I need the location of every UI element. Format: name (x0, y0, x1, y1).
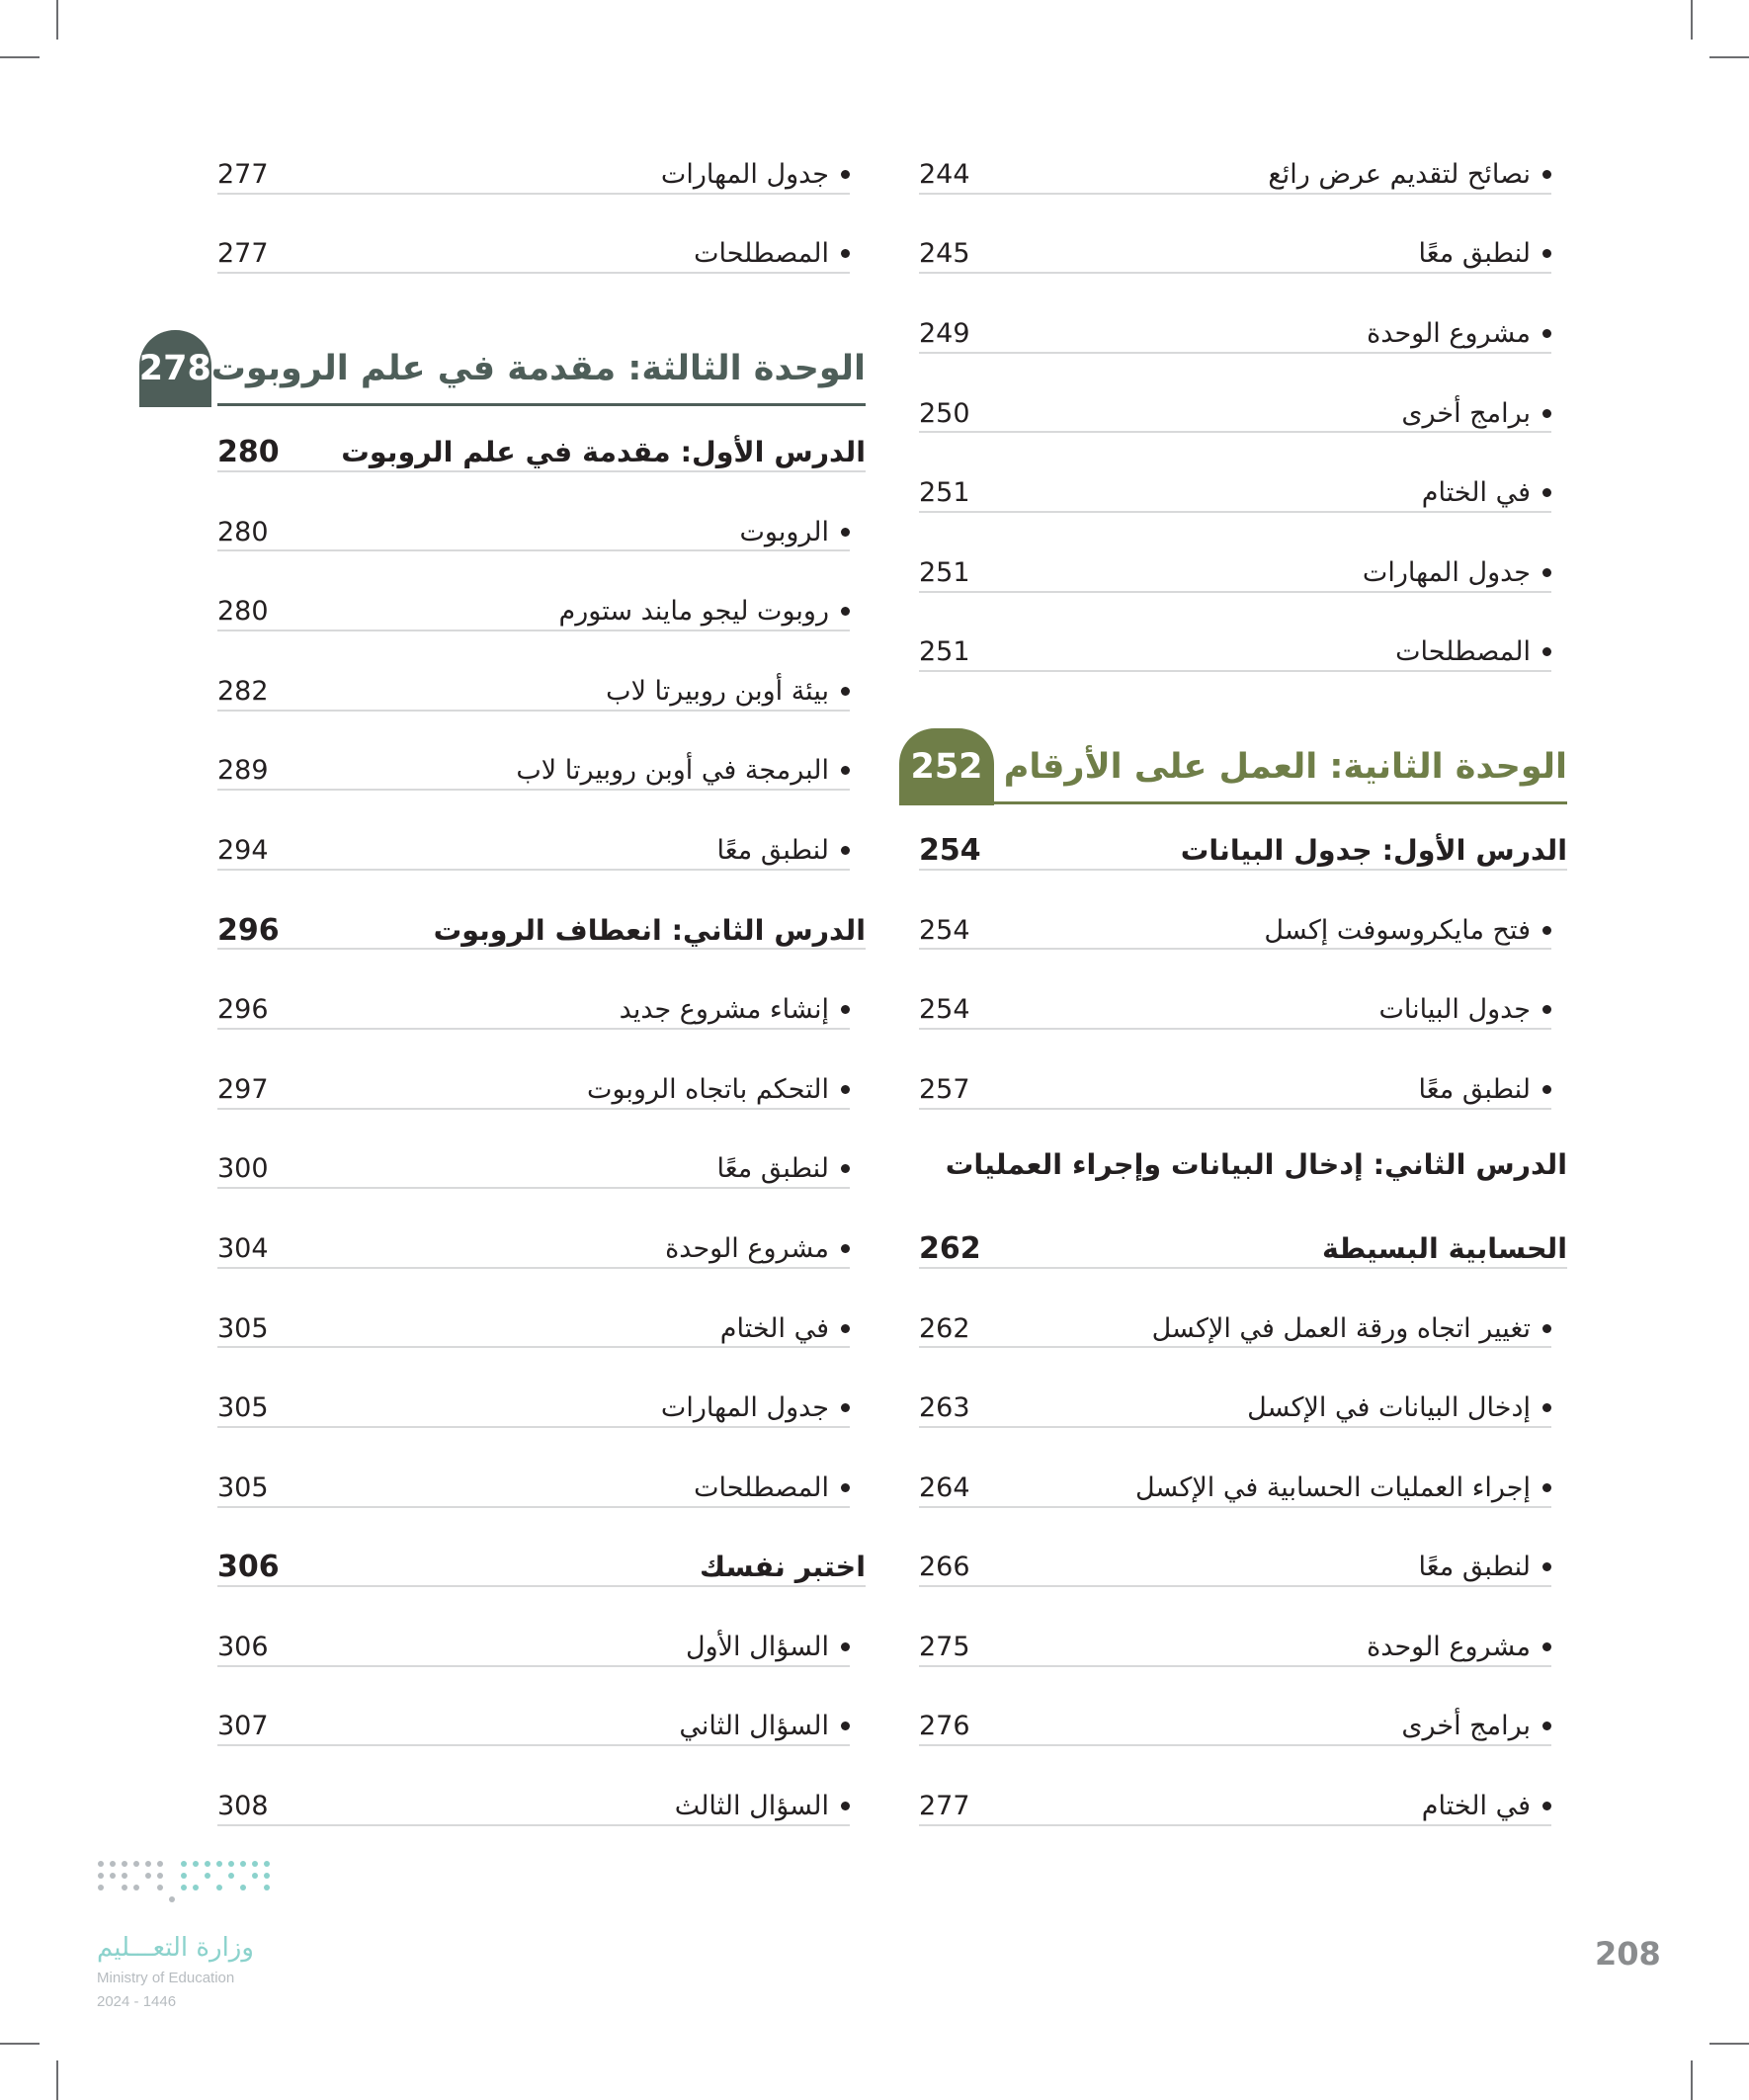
toc-item-row[interactable] (919, 529, 1567, 609)
toc-item-page: 307 (217, 1711, 269, 1742)
ministry-logo (97, 1858, 354, 2016)
row-divider (217, 1108, 850, 1110)
bullet-icon (841, 1244, 850, 1253)
toc-item-page: 282 (217, 675, 269, 707)
unit-page-badge: 278 (139, 330, 211, 407)
toc-item-title (675, 1791, 850, 1821)
toc-item-title (661, 1392, 850, 1423)
bullet-icon (1542, 1483, 1551, 1492)
toc-item-label: إجراء العمليات الحسابية في الإكسل (1134, 1471, 1531, 1503)
unit-header[interactable] (910, 727, 1567, 806)
toc-item-row[interactable] (217, 1046, 866, 1126)
lesson-row[interactable] (919, 1126, 1567, 1206)
row-divider (217, 549, 850, 551)
row-divider (217, 1585, 866, 1587)
bullet-icon (841, 846, 850, 855)
bullet-icon (1542, 926, 1551, 935)
row-divider (919, 1346, 1551, 1348)
lesson-page: 262 (919, 1230, 981, 1266)
page-number: 208 (1595, 1935, 1661, 1973)
toc-column-left (138, 130, 866, 1842)
toc-item-page: 250 (919, 397, 970, 429)
bullet-icon (1542, 488, 1551, 497)
toc-item-label: تغيير اتجاه ورقة العمل في الإكسل (1151, 1312, 1531, 1344)
lesson-title: الدرس الأول: جدول البيانات (1180, 833, 1567, 867)
toc-item-title (1135, 1472, 1551, 1503)
row-divider (217, 1028, 850, 1030)
unit-title: الوحدة الثانية: العمل على الأرقام (1003, 747, 1567, 788)
toc-item-page: 262 (919, 1312, 970, 1344)
bullet-icon (841, 249, 850, 258)
toc-item-title (1367, 318, 1551, 349)
unit-header[interactable] (138, 329, 866, 408)
logo-english-text: Ministry of Education (97, 1970, 235, 1986)
lesson-page: 280 (217, 434, 280, 469)
row-divider (217, 1426, 850, 1428)
row-divider (919, 1744, 1551, 1746)
bullet-icon (1542, 1722, 1551, 1730)
bullet-icon (1542, 647, 1551, 656)
row-divider (919, 193, 1551, 195)
toc-item-title (694, 1472, 850, 1503)
bullet-icon (841, 607, 850, 616)
toc-item-row[interactable] (217, 1762, 866, 1842)
bullet-icon (1542, 1562, 1551, 1571)
toc-item-title (665, 1233, 850, 1264)
unit-underline (217, 403, 866, 406)
toc-item-row[interactable] (919, 449, 1567, 529)
row-divider (919, 1585, 1551, 1587)
row-divider (919, 1426, 1551, 1428)
row-divider (919, 431, 1551, 433)
toc-item-page: 264 (919, 1471, 970, 1503)
toc-group (919, 130, 1567, 688)
toc-item-title (1419, 1074, 1551, 1105)
toc-item-row[interactable] (919, 1603, 1567, 1683)
toc-item-row[interactable] (919, 609, 1567, 689)
toc-item-label: السؤال الثالث (674, 1791, 829, 1822)
toc-item-title (1378, 994, 1551, 1025)
unit-underline (919, 801, 1567, 804)
test-title: اختبر نفسك (700, 1551, 866, 1584)
toc-item-page: 263 (919, 1392, 970, 1424)
row-divider (217, 193, 850, 195)
toc-item-page: 257 (919, 1073, 970, 1105)
toc-item-page: 305 (217, 1312, 269, 1344)
toc-item-row[interactable] (217, 567, 866, 647)
toc-item-page: 275 (919, 1631, 970, 1662)
row-divider (217, 272, 850, 274)
toc-item-title (739, 517, 850, 547)
toc-item-row[interactable] (217, 1126, 866, 1206)
toc-item-label: في الختام (1421, 477, 1531, 509)
toc-item-row[interactable] (217, 647, 866, 727)
unit-page-badge: 252 (899, 728, 994, 805)
toc-item-row[interactable] (217, 1205, 866, 1285)
row-divider (919, 352, 1551, 354)
toc-item-title (679, 1711, 850, 1741)
toc-item-label: الروبوت (739, 516, 829, 547)
toc-item-page: 254 (919, 914, 970, 946)
toc-item-row[interactable] (217, 488, 866, 568)
toc-item-label: مشروع الوحدة (665, 1232, 829, 1264)
toc-item-label: السؤال الثاني (679, 1711, 829, 1742)
toc-item-page: 289 (217, 755, 269, 787)
toc-item-page: 277 (919, 1791, 970, 1822)
toc-item-title (1264, 915, 1551, 946)
toc-item-page: 254 (919, 994, 970, 1026)
row-divider (919, 1267, 1567, 1269)
toc-item-row[interactable] (919, 1762, 1567, 1842)
toc-item-label: لنطبق معًا (1418, 1073, 1531, 1105)
toc-group (217, 1603, 866, 1842)
row-divider (217, 630, 850, 631)
bullet-icon (1542, 409, 1551, 418)
lesson-title: الدرس الأول: مقدمة في علم الروبوت (341, 435, 866, 468)
toc-item-label: مشروع الوحدة (1367, 317, 1531, 349)
toc-item-label: المصطلحات (694, 238, 829, 270)
toc-item-label: برامج أخرى (1401, 397, 1531, 429)
row-divider (919, 511, 1551, 513)
toc-item-page: 308 (217, 1791, 269, 1822)
toc-item-title (717, 1153, 850, 1184)
row-divider (217, 789, 850, 791)
toc-item-title (1422, 477, 1551, 508)
bullet-icon (1542, 1403, 1551, 1412)
toc-item-title (661, 159, 850, 190)
toc-item-row[interactable] (217, 1444, 866, 1524)
row-divider (919, 948, 1551, 950)
row-divider (217, 1346, 850, 1348)
row-divider (217, 1506, 850, 1508)
toc-item-title (1419, 238, 1551, 269)
toc-item-title (717, 835, 850, 866)
test-page: 306 (217, 1550, 280, 1585)
row-divider (919, 1028, 1551, 1030)
bullet-icon (1542, 1005, 1551, 1014)
toc-item-row[interactable] (919, 1285, 1567, 1365)
bullet-icon (841, 1642, 850, 1651)
toc-item-page: 280 (217, 596, 269, 628)
toc-item-label: لنطبق معًا (1418, 238, 1531, 270)
toc-item-page: 251 (919, 636, 970, 668)
toc-item-page: 280 (217, 516, 269, 547)
crop-mark (1709, 56, 1749, 58)
bullet-icon (841, 170, 850, 179)
toc-item-label: جدول البيانات (1378, 994, 1531, 1026)
logo-arabic-text: وزارة التعـــليم (97, 1933, 254, 1963)
crop-mark (1691, 2060, 1693, 2100)
bullet-icon (841, 1483, 850, 1492)
bullet-icon (841, 1403, 850, 1412)
toc-item-title (559, 596, 850, 627)
row-divider (919, 869, 1567, 871)
toc-item-title (606, 676, 850, 707)
toc-item-label: المصطلحات (694, 1471, 829, 1503)
toc-item-title (1152, 1313, 1551, 1344)
row-divider (919, 272, 1551, 274)
lesson-row-continued[interactable] (919, 1205, 1567, 1285)
toc-item-label: روبوت ليجو مايند ستورم (558, 596, 829, 628)
lesson-title-line2: الحسابية البسيطة (1321, 1231, 1567, 1265)
row-divider (217, 948, 866, 950)
toc-item-page: 305 (217, 1392, 269, 1424)
toc-group (217, 966, 866, 1523)
row-divider (919, 670, 1551, 672)
toc-item-label: في الختام (719, 1312, 829, 1344)
crop-mark (0, 2043, 40, 2045)
toc-item-row[interactable] (217, 1683, 866, 1763)
toc-item-title (694, 238, 850, 269)
toc-item-row[interactable] (919, 1364, 1567, 1444)
toc-item-page: 296 (217, 994, 269, 1026)
toc-item-page: 300 (217, 1153, 269, 1185)
toc-item-row[interactable] (217, 1603, 866, 1683)
lesson-title: الدرس الثاني: انعطاف الروبوت (433, 913, 866, 947)
toc-item-label: البرمجة في أوبن روبيرتا لاب (516, 755, 829, 787)
toc-item-row[interactable] (217, 966, 866, 1046)
bullet-icon (841, 1005, 850, 1014)
toc-item-row[interactable] (919, 370, 1567, 450)
toc-item-page: 245 (919, 238, 970, 270)
toc-item-title (1401, 1711, 1551, 1741)
bullet-icon (841, 1164, 850, 1173)
row-divider (919, 1824, 1551, 1826)
toc-group (217, 130, 866, 290)
toc-group (919, 886, 1567, 1126)
bullet-icon (1542, 568, 1551, 577)
bullet-icon (841, 1802, 850, 1810)
toc-group (217, 488, 866, 886)
toc-item-page: 306 (217, 1631, 269, 1662)
toc-item-title (1367, 1632, 1551, 1662)
bullet-icon (1542, 329, 1551, 338)
toc-item-row[interactable] (919, 290, 1567, 370)
bullet-icon (1542, 1642, 1551, 1651)
toc-item-title (1419, 1552, 1551, 1582)
toc-group (919, 1285, 1567, 1842)
toc-item-page: 294 (217, 834, 269, 866)
toc-item-label: لنطبق معًا (716, 1153, 829, 1185)
toc-item-label: لنطبق معًا (1418, 1552, 1531, 1583)
toc-item-row[interactable] (919, 1444, 1567, 1524)
toc-item-title (1268, 159, 1551, 190)
bullet-icon (1542, 170, 1551, 179)
toc-item-page: 304 (217, 1232, 269, 1264)
toc-item-page: 277 (217, 158, 269, 190)
bullet-icon (841, 1722, 850, 1730)
unit-title: الوحدة الثالثة: مقدمة في علم الروبوت (210, 349, 866, 389)
toc-item-page: 244 (919, 158, 970, 190)
test-row[interactable] (217, 1524, 866, 1604)
bullet-icon (1542, 249, 1551, 258)
toc-item-page: 276 (919, 1711, 970, 1742)
row-divider (217, 710, 850, 712)
toc-column-right (910, 130, 1567, 1842)
toc-item-row[interactable] (919, 1524, 1567, 1604)
crop-mark (56, 2060, 58, 2100)
toc-item-row[interactable] (217, 130, 866, 210)
toc-item-title (686, 1632, 850, 1662)
row-divider (217, 1824, 850, 1826)
toc-item-row[interactable] (919, 210, 1567, 291)
lesson-page: 296 (217, 912, 280, 948)
row-divider (217, 1187, 850, 1189)
toc-item-label: التحكم باتجاه الروبوت (587, 1073, 829, 1105)
toc-item-title (1363, 557, 1551, 588)
bullet-icon (841, 528, 850, 537)
toc-item-label: إدخال البيانات في الإكسل (1247, 1392, 1531, 1424)
row-divider (919, 1506, 1551, 1508)
toc-item-page: 266 (919, 1552, 970, 1583)
toc-item-label: برامج أخرى (1401, 1711, 1531, 1742)
crop-mark (1691, 0, 1693, 40)
crop-mark (0, 56, 40, 58)
toc-item-title (1422, 1791, 1551, 1821)
toc-item-label: فتح مايكروسوفت إكسل (1264, 914, 1531, 946)
toc-item-row[interactable] (919, 886, 1567, 966)
toc-item-row[interactable] (217, 727, 866, 807)
toc-item-page: 251 (919, 477, 970, 509)
toc-item-page: 297 (217, 1073, 269, 1105)
toc-item-row[interactable] (217, 210, 866, 291)
toc-item-label: السؤال الأول (685, 1631, 829, 1662)
toc-item-label: جدول المهارات (1362, 556, 1531, 588)
bullet-icon (841, 766, 850, 775)
lesson-page: 254 (919, 832, 981, 868)
toc-item-row[interactable] (919, 130, 1567, 210)
row-divider (217, 1665, 850, 1667)
toc-item-row[interactable] (217, 806, 866, 886)
row-divider (217, 470, 866, 472)
row-divider (919, 1108, 1551, 1110)
toc-item-title (516, 755, 850, 786)
toc-item-label: جدول المهارات (660, 158, 829, 190)
toc-item-row[interactable] (919, 966, 1567, 1046)
lesson-row[interactable] (919, 806, 1567, 886)
toc-item-title (1247, 1392, 1551, 1423)
toc-item-row[interactable] (919, 1683, 1567, 1763)
toc-item-title (1395, 636, 1551, 667)
toc-item-label: في الختام (1421, 1791, 1531, 1822)
lesson-row[interactable] (217, 408, 866, 488)
bullet-icon (1542, 1324, 1551, 1333)
toc-item-label: المصطلحات (1395, 636, 1531, 668)
bullet-icon (841, 1324, 850, 1333)
logo-dots-icon (97, 1858, 275, 1917)
toc-item-title (620, 994, 850, 1025)
toc-item-row[interactable] (217, 1285, 866, 1365)
toc-item-page: 249 (919, 317, 970, 349)
toc-item-label: جدول المهارات (660, 1392, 829, 1424)
bullet-icon (1542, 1802, 1551, 1810)
toc-item-label: إنشاء مشروع جديد (619, 994, 829, 1026)
logo-year-text: 2024 - 1446 (97, 1993, 177, 2010)
lesson-row[interactable] (217, 886, 866, 966)
crop-mark (1709, 2043, 1749, 2045)
row-divider (919, 1665, 1551, 1667)
bullet-icon (841, 1085, 850, 1094)
crop-mark (56, 0, 58, 40)
row-divider (919, 591, 1551, 593)
toc-item-label: لنطبق معًا (716, 834, 829, 866)
toc-item-row[interactable] (217, 1364, 866, 1444)
bullet-icon (841, 687, 850, 696)
toc-item-label: بيئة أوبن روبيرتا لاب (606, 675, 829, 707)
toc-item-page: 277 (217, 238, 269, 270)
toc-item-label: نصائح لتقديم عرض رائع (1268, 158, 1531, 190)
toc-item-title (587, 1074, 850, 1105)
toc-item-title (720, 1313, 850, 1344)
row-divider (217, 1267, 850, 1269)
toc-item-label: مشروع الوحدة (1367, 1631, 1531, 1662)
toc-item-page: 251 (919, 556, 970, 588)
toc-item-title (1401, 398, 1551, 429)
row-divider (217, 869, 850, 871)
row-divider (217, 1744, 850, 1746)
lesson-title-line1: الدرس الثاني: إدخال البيانات وإجراء العمليات (945, 1147, 1567, 1181)
toc-item-page: 305 (217, 1471, 269, 1503)
bullet-icon (1542, 1085, 1551, 1094)
toc-item-row[interactable] (919, 1046, 1567, 1126)
